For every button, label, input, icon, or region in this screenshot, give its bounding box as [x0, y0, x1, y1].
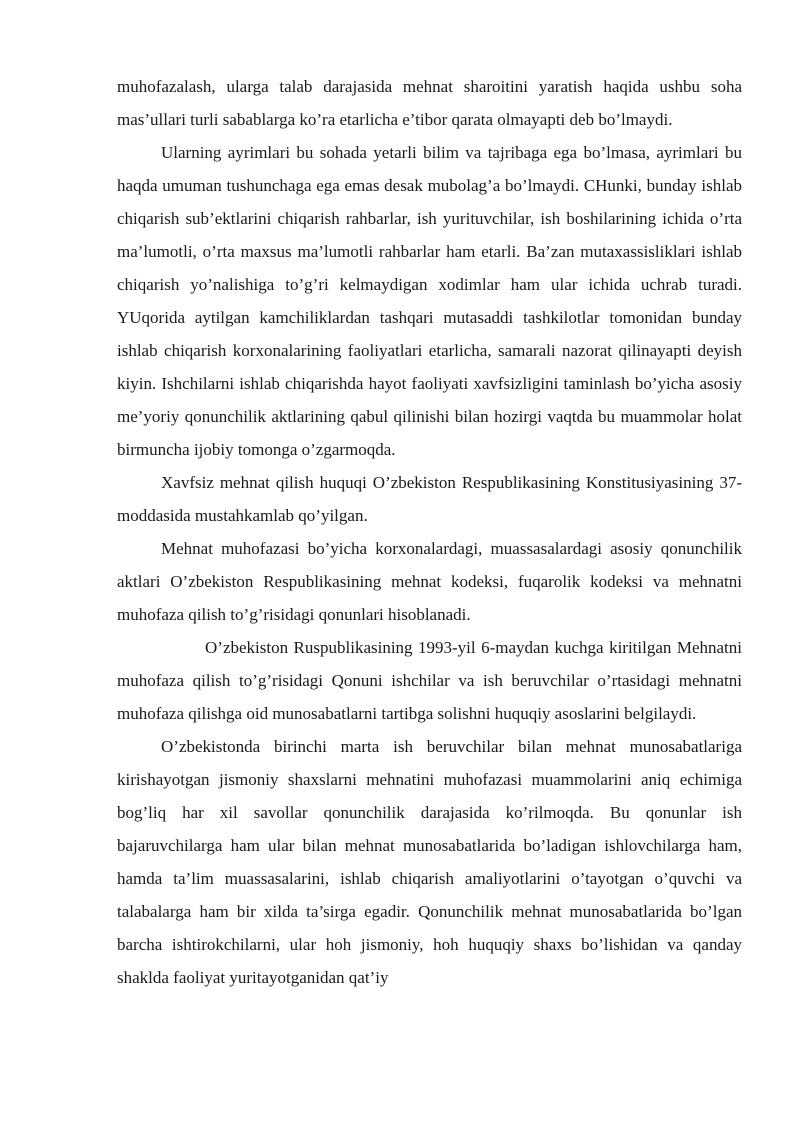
paragraph-constitution: Xavfsiz mehnat qilish huquqi O’zbekiston Respublikasining Konstitusiyasining 37-moddasida mustahkamlab qo’yilgan.: [117, 473, 742, 525]
paragraph-legal-acts: Mehnat muhofazasi bo’yicha korxonalardagi, muassasalardagi asosiy qonunchilik aktlari O’zbekiston Respublikasining mehnat kodeksi, fuqarolik kodeksi va mehnatni muhofaza qilish to’g’risidagi qonunlari hisoblanadi.: [117, 539, 742, 624]
paragraph-specialists: Ularning ayrimlari bu sohada yetarli bilim va tajribaga ega bo’lmasa, ayrimlari bu haqda umuman tushunchaga ega emas desak mubolag’a bo’lmaydi. CHunki, bunday ishlab chiqarish sub’ektlarini chiqarish rahbarlar, ish yurituvchilar, ish boshilarining ichida o’rta ma’lumotli, o’rta maxsus ma’lumotli rahbarlar ham etarli. Ba’zan mutaxassisliklari ishlab chiqarish yo’nalishiga to’g’ri kelmaydigan xodimlar ham ular ichida uchrab turadi. YUqorida aytilgan kamchiliklardan tashqari mutasaddi tashkilotlar tomonidan bunday ishlab chiqarish korxonalarining faoliyatlari etarlicha, samarali nazorat qilinayapti deyish kiyin. Ishchilarni ishlab chiqarishda hayot faoliyati xavfsizligini taminlash bo’yicha asosiy me’yoriy qonunchilik aktlarining qabul qilinishi bilan hozirgi vaqtda bu muammolar holat birmuncha ijobiy tomonga o’zgarmoqda.: [117, 143, 742, 459]
paragraph-first-time: O’zbekistonda birinchi marta ish beruvchilar bilan mehnat munosabatlariga kirishayotgan jismoniy shaxslarni mehnatini muhofazasi muammolarini aniq echimiga bog’liq har xil savollar qonunchilik darajasida ko’rilmoqda. Bu qonunlar ish bajaruvchilarga ham ular bilan mehnat munosabatlarida bo’ladigan ishlovchilarga ham, hamda ta’lim muassasalarini, ishlab chiqarish amaliyotlarini o’tayotgan o’quvchi va talabalarga ham bir xilda ta’sirga egadir. Qonunchilik mehnat munosabatlarida bo’lgan barcha ishtirokchilarni, ular hoh jismoniy, hoh huquqiy shaxs bo’lishidan va qanday shaklda faoliyat yuritayotganidan qat’iy: [117, 737, 742, 987]
paragraph-labor-law-1993: O’zbekiston Ruspublikasining 1993-yil 6-maydan kuchga kiritilgan Mehnatni muhofaza qilish to’g’risidagi Qonuni ishchilar va ish beruvchilar o’rtasidagi mehnatni muhofaza qilishga oid munosabatlarni tartibga solishni huquqiy asoslarini belgilaydi.: [117, 638, 742, 723]
paragraph-continuation: muhofazalash, ularga talab darajasida mehnat sharoitini yaratish haqida ushbu soha mas’ullari turli sabablarga ko’ra etarlicha e’tibor qarata olmayapti deb bo’lmaydi.: [117, 77, 742, 129]
document-body: [117, 70, 742, 994]
